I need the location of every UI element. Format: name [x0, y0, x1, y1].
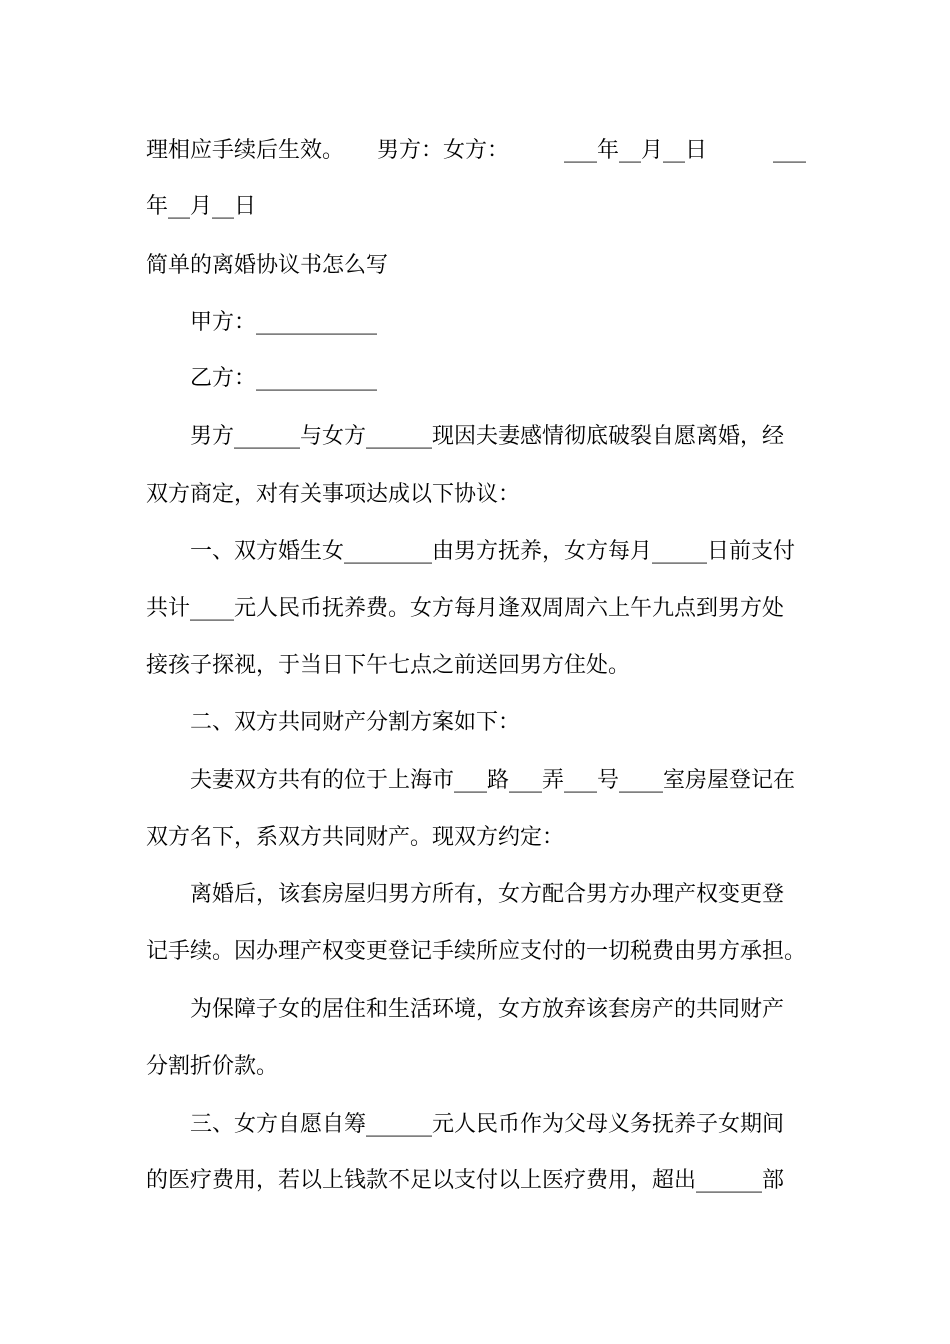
paragraph-line: 为保障子女的居住和生活环境，女方放弃该套房产的共同财产	[190, 997, 785, 1022]
paragraph-line: 的医疗费用，若以上钱款不足以支付以上医疗费用，超出______部	[146, 1168, 785, 1193]
paragraph-line: 离婚后，该套房屋归男方所有，女方配合男方办理产权变更登	[190, 882, 785, 907]
paragraph-line: 双方商定，对有关事项达成以下协议：	[146, 482, 521, 507]
paragraph-line: 接孩子探视，于当日下午七点之前送回男方住处。	[146, 653, 631, 678]
paragraph-line: 二、双方共同财产分割方案如下：	[190, 710, 521, 735]
section-title: 简单的离婚协议书怎么写	[146, 253, 389, 278]
paragraph-line: 理相应手续后生效。 男方：女方： ___年__月__日 ___	[146, 138, 807, 163]
party-a-line: 甲方：___________	[190, 310, 378, 335]
paragraph-line: 男方______与女方______现因夫妻感情彻底破裂自愿离婚，经	[190, 424, 785, 449]
paragraph-line: 夫妻双方共有的位于上海市___路___弄___号____室房屋登记在	[190, 768, 796, 793]
paragraph-line: 三、女方自愿自筹______元人民币作为父母义务抚养子女期间	[190, 1112, 785, 1137]
party-b-line: 乙方：___________	[190, 366, 378, 391]
paragraph-line: 双方名下，系双方共同财产。现双方约定：	[146, 825, 565, 850]
paragraph-line: 一、双方婚生女________由男方抚养，女方每月_____日前支付	[190, 539, 796, 564]
paragraph-line: 共计____元人民币抚养费。女方每月逢双周周六上午九点到男方处	[146, 596, 785, 621]
paragraph-line: 年__月__日	[146, 194, 257, 219]
paragraph-line: 记手续。因办理产权变更登记手续所应支付的一切税费由男方承担。	[146, 939, 807, 964]
paragraph-line: 分割折价款。	[146, 1054, 279, 1079]
